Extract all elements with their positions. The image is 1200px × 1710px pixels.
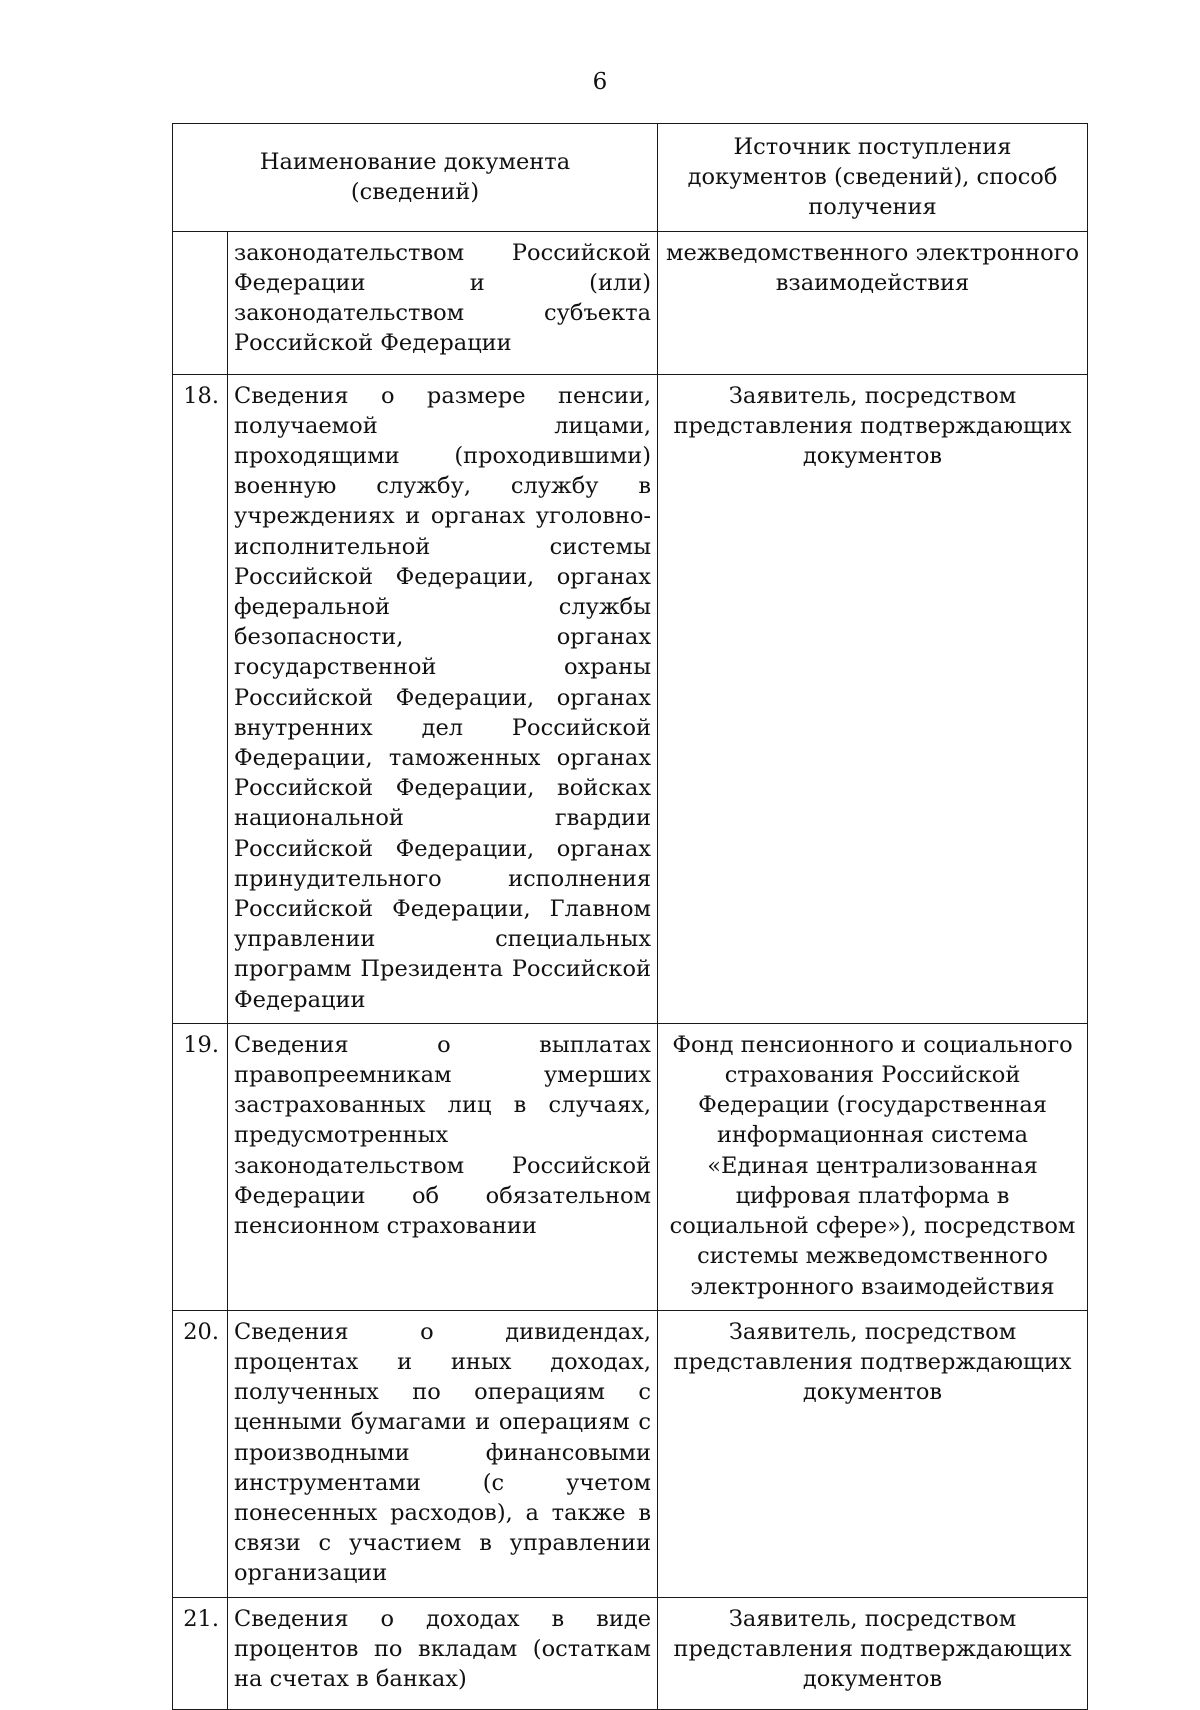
page-number: 6	[592, 69, 608, 95]
document-name-cell: Сведения о размере пенсии, получаемой лицами, проходящими (проходившими) военную службу, службу в учреждениях и органах уголовно-исполнительной системы Российской Федерации, органах федеральной службы безопасности, органах государственной охраны Российской Федерации, органах внутренних дел Российской Федерации, таможенных органах Российской Федерации, войсках национальной гвардии Российской Федерации, органах принудительного исполнения Российской Федерации, Главном управлении специальных программ Президента Российской Федерации	[228, 374, 658, 1023]
source-cell: Заявитель, посредством представления подтверждающих документов	[658, 1597, 1088, 1709]
row-number	[173, 231, 228, 374]
source-cell: Заявитель, посредством представления подтверждающих документов	[658, 1310, 1088, 1597]
row-number: 19.	[173, 1023, 228, 1310]
header-document-name: Наименование документа (сведений)	[173, 124, 658, 232]
table-row	[173, 231, 1088, 374]
table-row	[173, 1597, 1088, 1709]
document-name-cell: Сведения о доходах в виде процентов по вкладам (остаткам на счетах в банках)	[228, 1597, 658, 1709]
source-cell: Фонд пенсионного и социального страхования Российской Федерации (государственная информационная система «Единая централизованная цифровая платформа в социальной сфере»), посредством системы межведомственного электронного взаимодействия	[658, 1023, 1088, 1310]
table-row	[173, 1310, 1088, 1597]
document-name-cell: Сведения о дивидендах, процентах и иных доходах, полученных по операциям с ценными бумагами и операциям с производными финансовыми инструментами (с учетом понесенных расходов), а также в связи с участием в управлении организации	[228, 1310, 658, 1597]
row-number: 21.	[173, 1597, 228, 1709]
table-row	[173, 374, 1088, 1023]
table-row	[173, 1023, 1088, 1310]
source-cell: Заявитель, посредством представления подтверждающих документов	[658, 374, 1088, 1023]
document-name-cell: Сведения о выплатах правопреемникам умерших застрахованных лиц в случаях, предусмотренных законодательством Российской Федерации об обязательном пенсионном страховании	[228, 1023, 658, 1310]
table-header-row	[173, 124, 1088, 232]
row-number: 20.	[173, 1310, 228, 1597]
header-source: Источник поступления документов (сведений), способ получения	[658, 124, 1088, 232]
source-cell: межведомственного электронного взаимодействия	[658, 231, 1088, 374]
row-number: 18.	[173, 374, 228, 1023]
documents-table	[172, 123, 1088, 1710]
document-name-cell: законодательством Российской Федерации и (или) законодательством субъекта Российской Федерации	[228, 231, 658, 374]
